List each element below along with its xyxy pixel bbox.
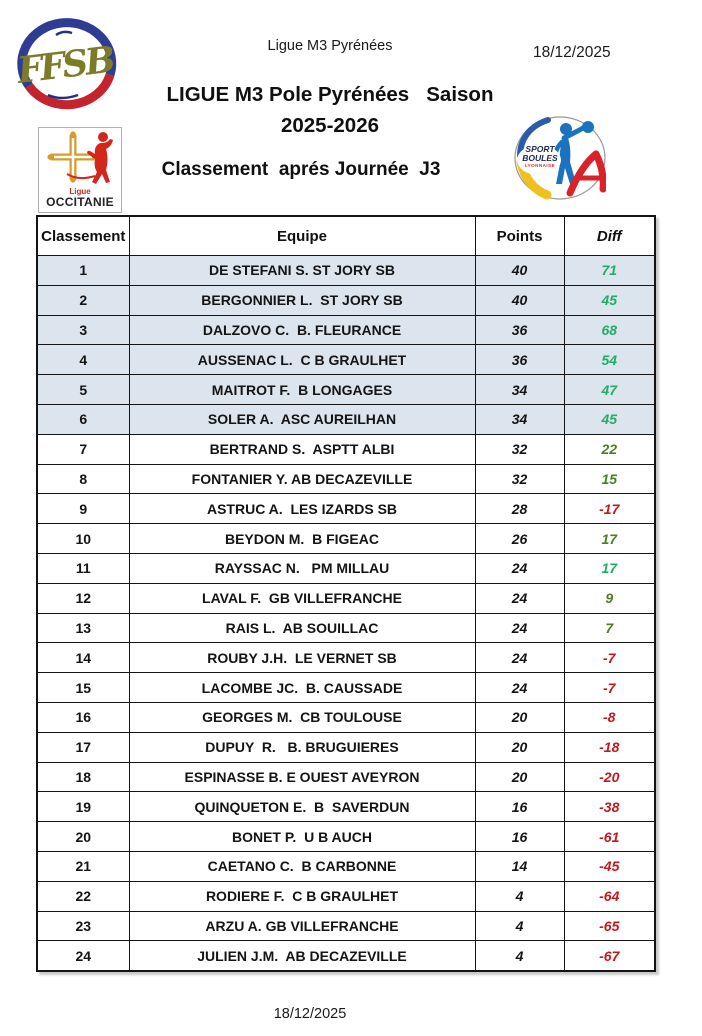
team-cell: AUSSENAC L. C B GRAULHET xyxy=(129,345,475,375)
team-cell: ARZU A. GB VILLEFRANCHE xyxy=(129,911,475,941)
diff-cell: 71 xyxy=(564,256,655,286)
table-row xyxy=(37,762,655,792)
table-row xyxy=(37,345,655,375)
column-header-diff: Diff xyxy=(564,216,655,256)
points-cell: 40 xyxy=(475,285,564,315)
column-header-points: Points xyxy=(475,216,564,256)
header-date: 18/12/2025 xyxy=(533,44,611,61)
points-cell: 24 xyxy=(475,613,564,643)
table-row xyxy=(37,404,655,434)
team-cell: ASTRUC A. LES IZARDS SB xyxy=(129,494,475,524)
rank-cell: 12 xyxy=(37,583,129,613)
footer-date: 18/12/2025 xyxy=(273,1006,347,1022)
occitanie-name-label: OCCITANIE xyxy=(46,195,114,210)
team-cell: GEORGES M. CB TOULOUSE xyxy=(129,702,475,732)
team-cell: BONET P. U B AUCH xyxy=(129,822,475,852)
table-row xyxy=(37,524,655,554)
diff-cell: -67 xyxy=(564,941,655,971)
diff-cell: -20 xyxy=(564,762,655,792)
diff-cell: 68 xyxy=(564,315,655,345)
rank-cell: 11 xyxy=(37,553,129,583)
column-header-team: Equipe xyxy=(129,216,475,256)
diff-cell: 54 xyxy=(564,345,655,375)
table-row xyxy=(37,881,655,911)
table-header-row xyxy=(37,216,655,256)
page-subtitle: Classement aprés Journée J3 xyxy=(161,159,441,180)
diff-cell: -8 xyxy=(564,702,655,732)
rank-cell: 22 xyxy=(37,881,129,911)
points-cell: 24 xyxy=(475,673,564,703)
sport-boules-label-boules: BOULES xyxy=(522,153,558,164)
table-row xyxy=(37,315,655,345)
rank-cell: 17 xyxy=(37,732,129,762)
rank-cell: 10 xyxy=(37,524,129,554)
table-row xyxy=(37,375,655,405)
sport-boules-label-sport: SPORT xyxy=(525,144,555,154)
team-cell: DE STEFANI S. ST JORY SB xyxy=(129,256,475,286)
diff-cell: -7 xyxy=(564,643,655,673)
table-row xyxy=(37,464,655,494)
points-cell: 4 xyxy=(475,941,564,971)
points-cell: 36 xyxy=(475,315,564,345)
page-title-line1: LIGUE M3 Pole Pyrénées Saison xyxy=(166,83,494,106)
team-cell: BERGONNIER L. ST JORY SB xyxy=(129,285,475,315)
diff-cell: 45 xyxy=(564,285,655,315)
team-cell: BERTRAND S. ASPTT ALBI xyxy=(129,434,475,464)
points-cell: 20 xyxy=(475,732,564,762)
table-row xyxy=(37,434,655,464)
team-cell: QUINQUETON E. B SAVERDUN xyxy=(129,792,475,822)
table-row xyxy=(37,285,655,315)
diff-cell: -38 xyxy=(564,792,655,822)
diff-cell: -61 xyxy=(564,822,655,852)
rank-cell: 15 xyxy=(37,673,129,703)
table-row xyxy=(37,494,655,524)
team-cell: CAETANO C. B CARBONNE xyxy=(129,851,475,881)
diff-cell: 45 xyxy=(564,404,655,434)
rank-cell: 9 xyxy=(37,494,129,524)
points-cell: 24 xyxy=(475,553,564,583)
table-row xyxy=(37,256,655,286)
table-row xyxy=(37,673,655,703)
diff-cell: -7 xyxy=(564,673,655,703)
diff-cell: -64 xyxy=(564,881,655,911)
points-cell: 32 xyxy=(475,464,564,494)
team-cell: MAITROT F. B LONGAGES xyxy=(129,375,475,405)
diff-cell: -17 xyxy=(564,494,655,524)
rank-cell: 14 xyxy=(37,643,129,673)
points-cell: 16 xyxy=(475,822,564,852)
diff-cell: 17 xyxy=(564,553,655,583)
diff-cell: 22 xyxy=(564,434,655,464)
points-cell: 24 xyxy=(475,583,564,613)
points-cell: 14 xyxy=(475,851,564,881)
team-cell: RODIERE F. C B GRAULHET xyxy=(129,881,475,911)
points-cell: 4 xyxy=(475,881,564,911)
rank-cell: 3 xyxy=(37,315,129,345)
diff-cell: 47 xyxy=(564,375,655,405)
rank-cell: 24 xyxy=(37,941,129,971)
points-cell: 20 xyxy=(475,762,564,792)
rank-cell: 19 xyxy=(37,792,129,822)
team-cell: BEYDON M. B FIGEAC xyxy=(129,524,475,554)
report-scope-label: Ligue M3 Pyrénées xyxy=(267,38,393,54)
points-cell: 20 xyxy=(475,702,564,732)
table-row xyxy=(37,553,655,583)
table-row xyxy=(37,583,655,613)
diff-cell: 15 xyxy=(564,464,655,494)
rank-cell: 21 xyxy=(37,851,129,881)
table-row xyxy=(37,911,655,941)
diff-cell: -45 xyxy=(564,851,655,881)
diff-cell: 9 xyxy=(564,583,655,613)
table-row xyxy=(37,643,655,673)
team-cell: ESPINASSE B. E OUEST AVEYRON xyxy=(129,762,475,792)
points-cell: 36 xyxy=(475,345,564,375)
points-cell: 34 xyxy=(475,404,564,434)
rank-cell: 2 xyxy=(37,285,129,315)
table-row xyxy=(37,851,655,881)
team-cell: LAVAL F. GB VILLEFRANCHE xyxy=(129,583,475,613)
points-cell: 4 xyxy=(475,911,564,941)
standings-body xyxy=(37,256,655,972)
table-row xyxy=(37,792,655,822)
rank-cell: 5 xyxy=(37,375,129,405)
occitanie-logo-icon xyxy=(38,127,122,213)
rank-cell: 20 xyxy=(37,822,129,852)
rank-cell: 16 xyxy=(37,702,129,732)
rank-cell: 18 xyxy=(37,762,129,792)
table-row xyxy=(37,702,655,732)
rank-cell: 1 xyxy=(37,256,129,286)
diff-cell: -18 xyxy=(564,732,655,762)
team-cell: FONTANIER Y. AB DECAZEVILLE xyxy=(129,464,475,494)
points-cell: 16 xyxy=(475,792,564,822)
points-cell: 28 xyxy=(475,494,564,524)
column-header-rank: Classement xyxy=(37,216,129,256)
diff-cell: 17 xyxy=(564,524,655,554)
rank-cell: 7 xyxy=(37,434,129,464)
rank-cell: 13 xyxy=(37,613,129,643)
table-row xyxy=(37,732,655,762)
occitanie-ligue-label: Ligue xyxy=(69,187,91,197)
rank-cell: 6 xyxy=(37,404,129,434)
diff-cell: 7 xyxy=(564,613,655,643)
sport-boules-logo-icon xyxy=(514,116,606,200)
points-cell: 26 xyxy=(475,524,564,554)
team-cell: DUPUY R. B. BRUGUIERES xyxy=(129,732,475,762)
rank-cell: 23 xyxy=(37,911,129,941)
table-row xyxy=(37,941,655,971)
table-row xyxy=(37,822,655,852)
sport-boules-label-lyonnaise: LYONNAISE xyxy=(524,162,556,168)
ffsb-acronym: FFSB xyxy=(14,38,115,92)
team-cell: RAIS L. AB SOUILLAC xyxy=(129,613,475,643)
team-cell: DALZOVO C. B. FLEURANCE xyxy=(129,315,475,345)
team-cell: JULIEN J.M. AB DECAZEVILLE xyxy=(129,941,475,971)
diff-cell: -65 xyxy=(564,911,655,941)
page-title-line2: 2025-2026 xyxy=(280,114,380,137)
points-cell: 24 xyxy=(475,643,564,673)
points-cell: 32 xyxy=(475,434,564,464)
team-cell: SOLER A. ASC AUREILHAN xyxy=(129,404,475,434)
standings-table xyxy=(36,215,656,972)
points-cell: 34 xyxy=(475,375,564,405)
team-cell: ROUBY J.H. LE VERNET SB xyxy=(129,643,475,673)
table-row xyxy=(37,613,655,643)
rank-cell: 8 xyxy=(37,464,129,494)
rank-cell: 4 xyxy=(37,345,129,375)
team-cell: RAYSSAC N. PM MILLAU xyxy=(129,553,475,583)
points-cell: 40 xyxy=(475,256,564,286)
team-cell: LACOMBE JC. B. CAUSSADE xyxy=(129,673,475,703)
